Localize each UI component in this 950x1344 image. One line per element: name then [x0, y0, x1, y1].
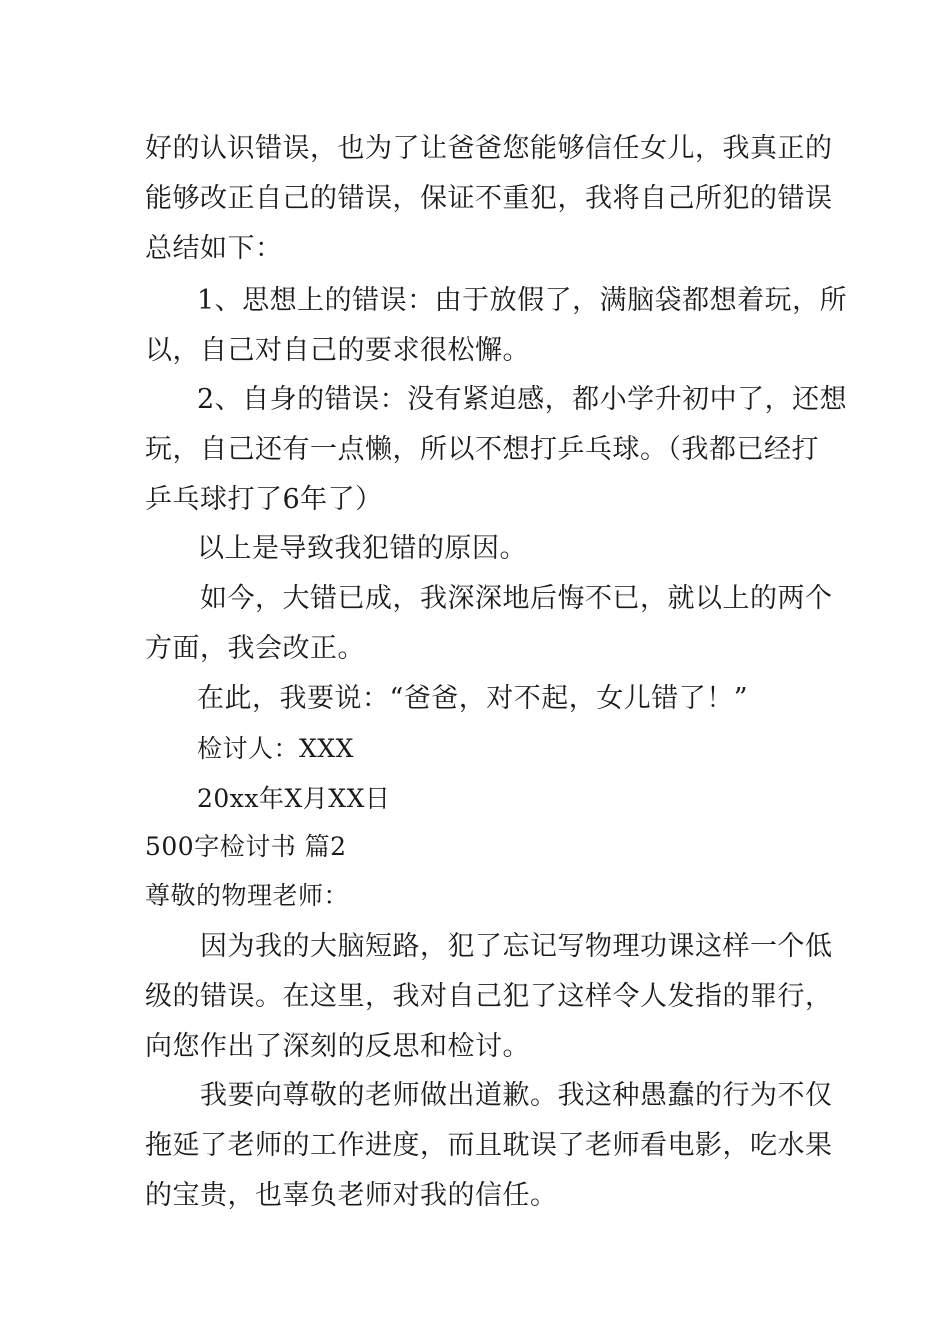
text-line: 能够改正自己的错误，保证不重犯，我将自己所犯的错误 [145, 183, 833, 214]
text-line: 级的错误。在这里，我对自己犯了这样令人发指的罪行， [145, 981, 833, 1012]
date-line: 20xx年X月XX日 [197, 784, 391, 813]
text-line: 拖延了老师的工作进度，而且耽误了老师看电影，吃水果 [145, 1130, 833, 1161]
text-line: 以，自己对自己的要求很松懈。 [145, 335, 530, 366]
text-line: 向您作出了深刻的反思和检讨。 [145, 1031, 530, 1062]
text-line: 的宝贵，也辜负老师对我的信任。 [145, 1180, 558, 1211]
text-line: 如今，大错已成，我深深地后悔不已，就以上的两个 [200, 583, 833, 614]
salutation-line: 尊敬的物理老师： [145, 881, 350, 910]
text-line: 方面，我会改正。 [145, 633, 365, 664]
text-line: 我要向尊敬的老师做出道歉。我这种愚蠢的行为不仅 [200, 1080, 833, 1111]
text-line: 好的认识错误，也为了让爸爸您能够信任女儿，我真正的 [145, 133, 833, 164]
text-line: 1、思想上的错误：由于放假了，满脑袋都想着玩，所 [197, 285, 848, 316]
text-line: 总结如下： [145, 233, 283, 264]
text-line: 玩，自己还有一点懒，所以不想打乒乓球。（我都已经打 [145, 434, 819, 465]
section-heading: 500字检讨书 篇2 [145, 832, 347, 861]
text-line: 在此，我要说：“爸爸，对不起，女儿错了！” [197, 683, 749, 714]
text-line: 2、自身的错误：没有紧迫感，都小学升初中了，还想 [197, 384, 848, 415]
text-line: 因为我的大脑短路，犯了忘记写物理功课这样一个低 [200, 931, 833, 962]
signature-line: 检讨人：XXX [197, 734, 354, 763]
text-line: 乒乓球打了6年了） [145, 484, 383, 515]
text-line: 以上是导致我犯错的原因。 [197, 533, 527, 564]
